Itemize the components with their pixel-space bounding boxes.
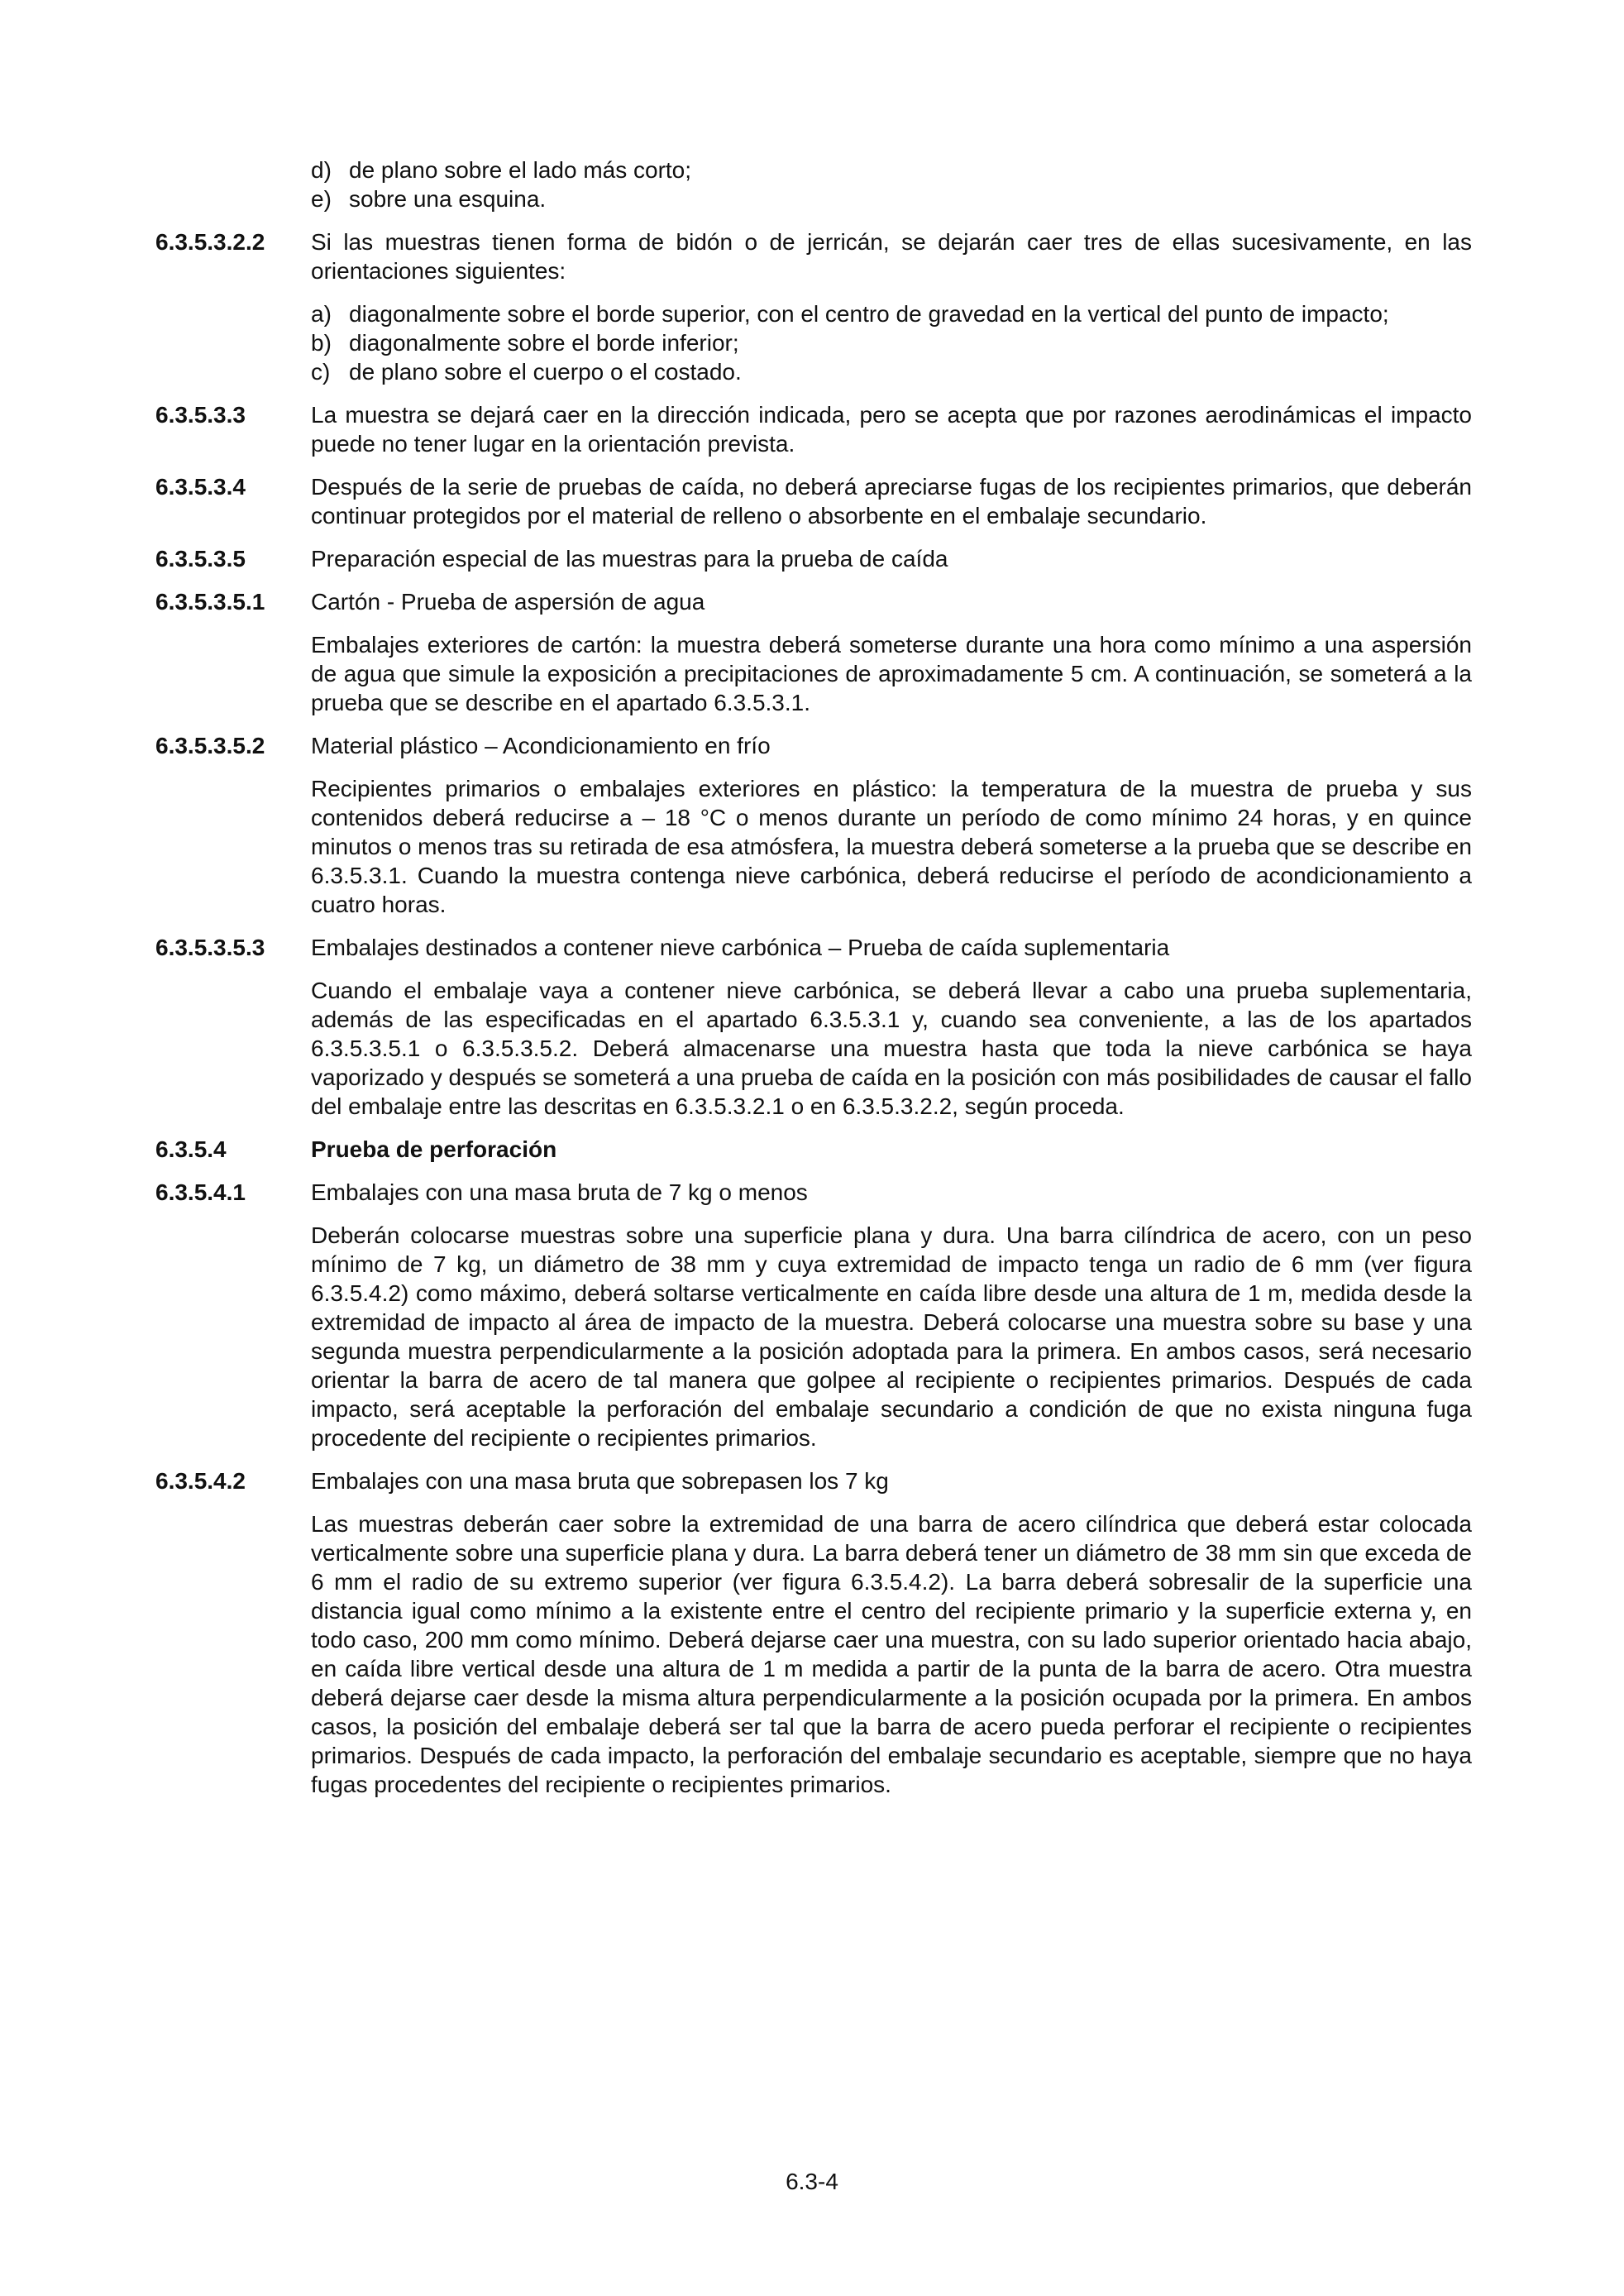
section-title: Embalajes con una masa bruta que sobrepasen los 7 kg <box>311 1468 889 1494</box>
section-6-3-5-3-2-2 <box>155 227 1472 285</box>
section-title: Cartón - Prueba de aspersión de agua <box>311 589 705 615</box>
section-number: 6.3.5.3.5.1 <box>155 589 265 615</box>
list-marker: e) <box>311 186 332 212</box>
section-body: Embalajes exteriores de cartón: la muestra deberá someterse durante una hora como mínimo a una aspersión de agua que simule la exposición a precipitaciones de aproximadamente 5 cm. A continuación, se someterá a la prueba que se describe en el apartado 6.3.5.3.1. <box>311 632 1472 715</box>
section-text: La muestra se dejará caer en la dirección indicada, pero se acepta que por razones aerodinámicas el impacto puede no tener lugar en la orientación prevista. <box>311 402 1472 457</box>
list-item <box>311 328 1472 357</box>
section-number: 6.3.5.4.2 <box>155 1468 246 1494</box>
orientation-list <box>311 299 1472 386</box>
section-number: 6.3.5.3.5.2 <box>155 733 265 758</box>
section-body: Recipientes primarios o embalajes exteriores en plástico: la temperatura de la muestra de prueba y sus contenidos deberá reducirse a – 18 °C o menos durante un período de como mínimo 24 horas, y en quince minutos o menos tras su retirada de esa atmósfera, la muestra deberá someterse a la prueba que se describe en 6.3.5.3.1. Cuando la muestra contenga nieve carbónica, deberá reducirse el período de acondicionamiento a cuatro horas. <box>311 776 1472 917</box>
list-text: de plano sobre el lado más corto; <box>349 157 692 183</box>
list-marker: d) <box>311 157 332 183</box>
section-number: 6.3.5.4.1 <box>155 1179 246 1205</box>
section-6-3-5-3-5 <box>155 544 1472 573</box>
list-item <box>311 357 1472 386</box>
section-text: Si las muestras tienen forma de bidón o de jerricán, se dejarán caer tres de ellas sucesivamente, en las orientaciones siguientes: <box>311 229 1472 284</box>
list-text: sobre una esquina. <box>349 186 547 212</box>
section-6-3-5-3-3 <box>155 400 1472 458</box>
section-title: Material plástico – Acondicionamiento en frío <box>311 733 771 758</box>
section-body: Cuando el embalaje vaya a contener nieve carbónica, se deberá llevar a cabo una prueba suplementaria, además de las especificadas en el apartado 6.3.5.3.1 y, cuando sea conveniente, a las de los apartados 6.3.5.3.5.1 o 6.3.5.3.5.2. Deberá almacenarse una muestra hasta que toda la nieve carbónica se haya vaporizado y después se someterá a una prueba de caída en la posición con más posibilidades de causar el fallo del embalaje entre las descritas en 6.3.5.3.2.1 o en 6.3.5.3.2.2, según proceda. <box>311 978 1472 1119</box>
section-number: 6.3.5.4 <box>155 1136 227 1162</box>
section-title: Embalajes destinados a contener nieve carbónica – Prueba de caída suplementaria <box>311 935 1170 960</box>
section-number: 6.3.5.3.3 <box>155 402 246 428</box>
section-6-3-5-3-5-3 <box>155 933 1472 962</box>
list-marker: c) <box>311 359 331 385</box>
section-number: 6.3.5.3.5.3 <box>155 935 265 960</box>
section-body: Las muestras deberán caer sobre la extremidad de una barra de acero cilíndrica que deberá estar colocada verticalmente sobre una superficie plana y dura. La barra deberá tener un diámetro de 38 mm sin que exceda de 6 mm el radio de su extremo superior (ver figura 6.3.5.4.2). La barra deberá sobresalir de la superficie una distancia igual como mínimo a la existente entre el centro del recipiente primario y la superficie externa y, en todo caso, 200 mm como mínimo. Deberá dejarse caer una muestra, con su lado superior orientado hacia abajo, en caída libre vertical desde una altura de 1 m medida a partir de la punta de la barra de acero. Otra muestra deberá dejarse caer desde la misma altura perpendicularmente a la posición ocupada por la primera. En ambos casos, la posición del embalaje deberá ser tal que la barra de acero pueda perforar el recipiente o recipientes primarios. Después de cada impacto, la perforación del embalaje secundario es aceptable, siempre que no haya fugas procedentes del recipiente o recipientes primarios. <box>311 1511 1472 1797</box>
section-6-3-5-4-1 <box>155 1178 1472 1207</box>
section-title: Embalajes con una masa bruta de 7 kg o menos <box>311 1179 808 1205</box>
list-marker: a) <box>311 301 332 327</box>
list-item <box>311 299 1472 328</box>
list-text: de plano sobre el cuerpo o el costado. <box>349 359 742 385</box>
list-marker: b) <box>311 330 332 356</box>
section-body: Deberán colocarse muestras sobre una superficie plana y dura. Una barra cilíndrica de acero, con un peso mínimo de 7 kg, un diámetro de 38 mm y cuya extremidad de impacto tenga un radio de 6 mm (ver figura 6.3.5.4.2) como máximo, deberá soltarse verticalmente en caída libre desde una altura de 1 m, medida desde la extremidad de impacto al área de impacto de la muestra. Deberá colocarse una muestra sobre su base y una segunda muestra perpendicularmente a la posición adoptada para la primera. En ambos casos, será necesario orientar la barra de acero de tal manera que golpee al recipiente o recipientes primarios. Después de cada impacto, será aceptable la perforación del embalaje secundario a condición de que no exista ninguna fuga procedente del recipiente o recipientes primarios. <box>311 1222 1472 1451</box>
section-6-3-5-4-2 <box>155 1466 1472 1495</box>
section-text: Preparación especial de las muestras para la prueba de caída <box>311 546 948 572</box>
section-number: 6.3.5.3.4 <box>155 474 246 500</box>
section-6-3-5-3-5-2 <box>155 731 1472 760</box>
page-content <box>155 155 1472 1799</box>
section-text: Después de la serie de pruebas de caída, no deberá apreciarse fugas de los recipientes primarios, que deberán continuar protegidos por el material de relleno o absorbente en el embalaje secundario. <box>311 474 1472 529</box>
section-6-3-5-3-5-1 <box>155 587 1472 616</box>
section-number: 6.3.5.3.2.2 <box>155 229 265 255</box>
section-6-3-5-3-4 <box>155 472 1472 530</box>
section-6-3-5-4 <box>155 1135 1472 1164</box>
list-text: diagonalmente sobre el borde superior, con el centro de gravedad en la vertical del punto de impacto; <box>349 301 1389 327</box>
list-item <box>311 184 1472 213</box>
section-heading: Prueba de perforación <box>311 1136 557 1162</box>
top-list <box>311 155 1472 213</box>
list-item <box>311 155 1472 184</box>
list-text: diagonalmente sobre el borde inferior; <box>349 330 739 356</box>
page-number: 6.3-4 <box>786 2169 838 2194</box>
section-number: 6.3.5.3.5 <box>155 546 246 572</box>
